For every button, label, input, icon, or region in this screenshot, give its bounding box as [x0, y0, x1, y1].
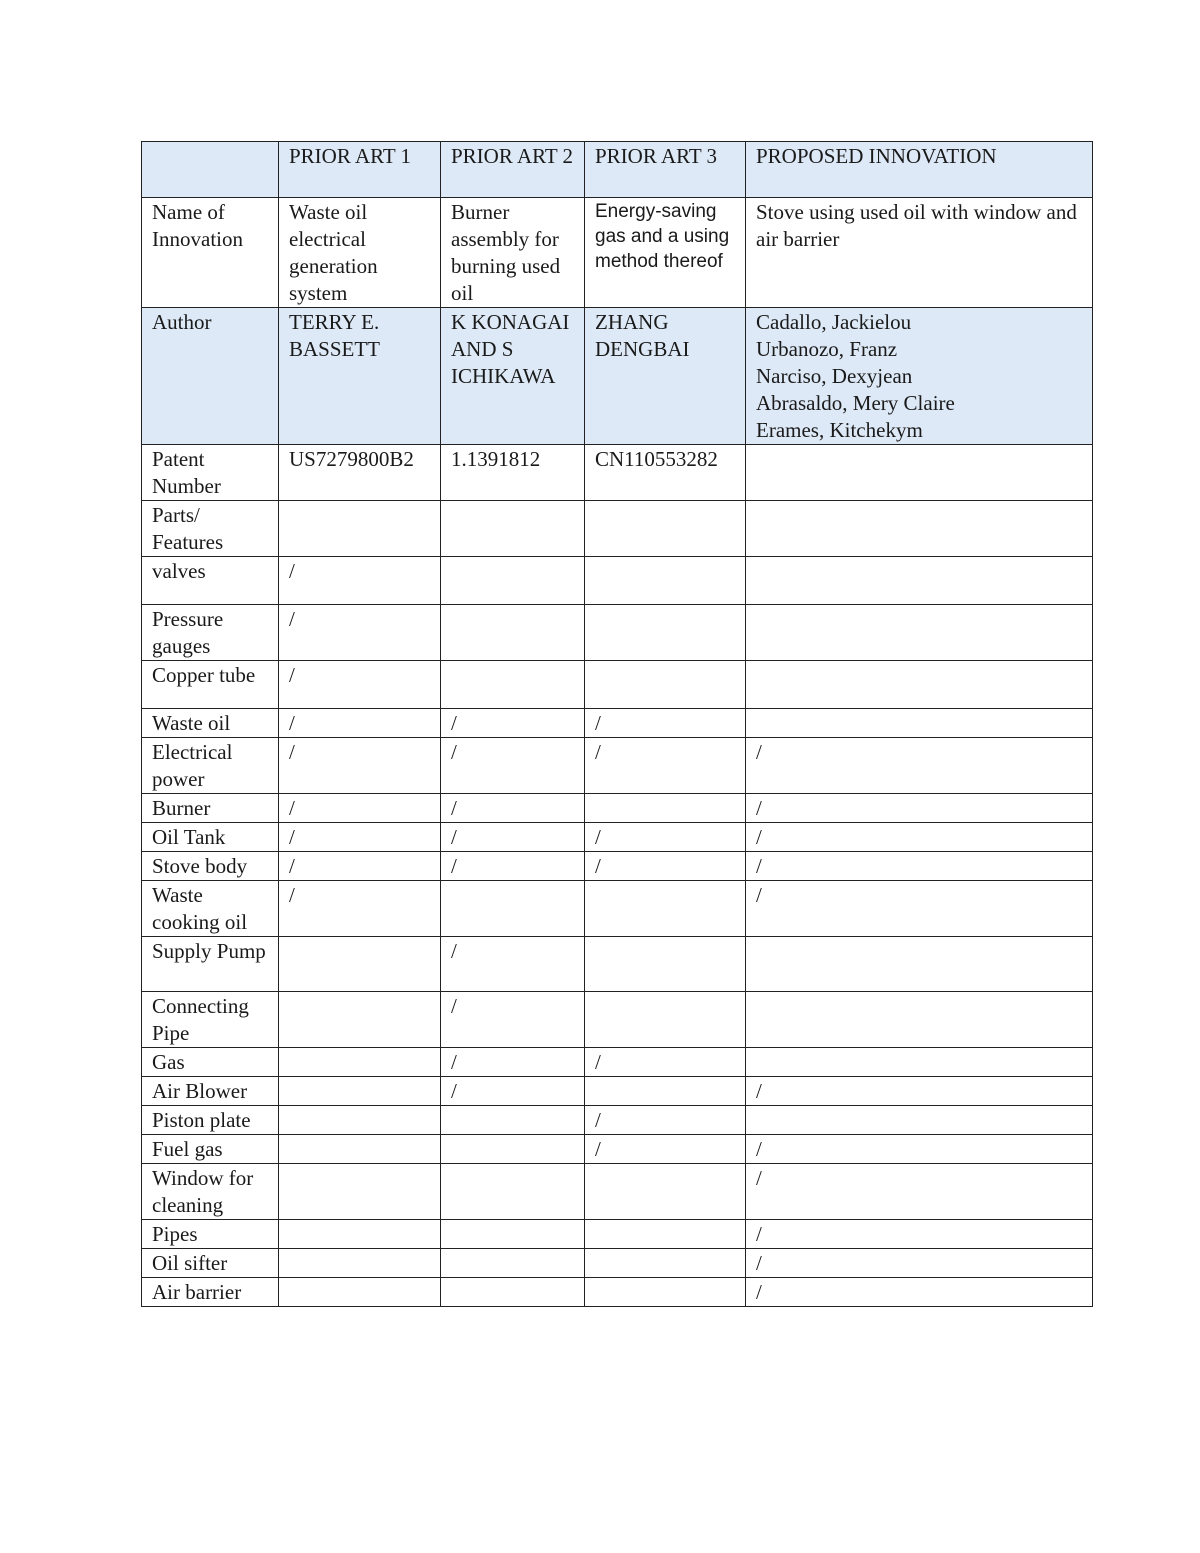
- innovation-name-prior-art-1: Waste oil electrical generation system: [279, 198, 441, 308]
- feature-mark: /: [441, 992, 585, 1048]
- feature-mark: /: [279, 794, 441, 823]
- feature-mark: [746, 1106, 1093, 1135]
- feature-label: Air barrier: [142, 1278, 279, 1307]
- feature-mark: [441, 1249, 585, 1278]
- feature-mark: [585, 881, 746, 937]
- feature-row: [142, 1106, 1093, 1135]
- feature-mark: [746, 661, 1093, 709]
- header-prior-art-3: PRIOR ART 3: [585, 142, 746, 198]
- patent-number-proposed: [746, 445, 1093, 501]
- feature-mark: [441, 1135, 585, 1164]
- feature-label: Window for cleaning: [142, 1164, 279, 1220]
- empty-cell: [441, 501, 585, 557]
- author-name: Erames, Kitchekym: [756, 418, 923, 442]
- row-label: Parts/ Features: [142, 501, 279, 557]
- feature-mark: [279, 1220, 441, 1249]
- feature-mark: [585, 1164, 746, 1220]
- feature-mark: /: [746, 1135, 1093, 1164]
- feature-label: Copper tube: [142, 661, 279, 709]
- empty-cell: [279, 501, 441, 557]
- feature-row: [142, 709, 1093, 738]
- feature-mark: /: [585, 1135, 746, 1164]
- feature-label: Waste oil: [142, 709, 279, 738]
- feature-mark: /: [585, 852, 746, 881]
- author-prior-art-1: TERRY E. BASSETT: [279, 308, 441, 445]
- feature-label: Waste cooking oil: [142, 881, 279, 937]
- feature-mark: [746, 709, 1093, 738]
- feature-label: valves: [142, 557, 279, 605]
- author-name: Cadallo, Jackielou: [756, 310, 912, 334]
- feature-mark: [441, 1106, 585, 1135]
- header-proposed-innovation: PROPOSED INNOVATION: [746, 142, 1093, 198]
- feature-mark: /: [279, 709, 441, 738]
- feature-mark: /: [279, 738, 441, 794]
- feature-row: [142, 1278, 1093, 1307]
- feature-mark: /: [441, 823, 585, 852]
- feature-label: Oil sifter: [142, 1249, 279, 1278]
- feature-mark: /: [585, 738, 746, 794]
- feature-mark: /: [746, 823, 1093, 852]
- feature-label: Oil Tank: [142, 823, 279, 852]
- feature-mark: [279, 1106, 441, 1135]
- author-prior-art-3: ZHANG DENGBAI: [585, 308, 746, 445]
- feature-mark: /: [441, 852, 585, 881]
- feature-mark: [585, 937, 746, 992]
- empty-cell: [746, 501, 1093, 557]
- feature-mark: [441, 1220, 585, 1249]
- feature-row: [142, 1077, 1093, 1106]
- feature-mark: [279, 1164, 441, 1220]
- feature-row: [142, 881, 1093, 937]
- feature-mark: [585, 605, 746, 661]
- name-of-innovation-row: [142, 198, 1093, 308]
- feature-label: Pressure gauges: [142, 605, 279, 661]
- feature-mark: /: [746, 881, 1093, 937]
- feature-mark: /: [746, 1249, 1093, 1278]
- feature-mark: [279, 992, 441, 1048]
- feature-mark: /: [585, 709, 746, 738]
- feature-row: [142, 852, 1093, 881]
- patent-number-prior-art-1: US7279800B2: [279, 445, 441, 501]
- header-prior-art-1: PRIOR ART 1: [279, 142, 441, 198]
- feature-mark: [279, 1077, 441, 1106]
- feature-mark: [441, 557, 585, 605]
- feature-mark: /: [746, 1278, 1093, 1307]
- feature-mark: [746, 557, 1093, 605]
- feature-row: [142, 661, 1093, 709]
- feature-mark: [441, 881, 585, 937]
- author-name: Narciso, Dexyjean: [756, 364, 913, 388]
- feature-mark: /: [746, 1220, 1093, 1249]
- author-prior-art-2: K KONAGAI AND S ICHIKAWA: [441, 308, 585, 445]
- feature-mark: [441, 1164, 585, 1220]
- empty-cell: [585, 501, 746, 557]
- feature-mark: /: [441, 937, 585, 992]
- feature-mark: /: [585, 1106, 746, 1135]
- author-name: Urbanozo, Franz: [756, 337, 898, 361]
- feature-mark: [585, 1220, 746, 1249]
- feature-mark: /: [585, 1048, 746, 1077]
- feature-mark: [279, 1048, 441, 1077]
- feature-mark: /: [746, 738, 1093, 794]
- innovation-name-prior-art-3: Energy-saving gas and a using method thereof: [585, 198, 746, 308]
- innovation-name-prior-art-2: Burner assembly for burning used oil: [441, 198, 585, 308]
- feature-row: [142, 794, 1093, 823]
- feature-row: [142, 738, 1093, 794]
- feature-mark: [279, 1135, 441, 1164]
- feature-mark: /: [441, 794, 585, 823]
- feature-row: [142, 1048, 1093, 1077]
- header-cell-empty: [142, 142, 279, 198]
- patent-number-prior-art-3: CN110553282: [585, 445, 746, 501]
- feature-mark: /: [279, 881, 441, 937]
- feature-row: [142, 937, 1093, 992]
- feature-mark: /: [279, 823, 441, 852]
- feature-row: [142, 1135, 1093, 1164]
- feature-mark: [585, 1278, 746, 1307]
- author-name: Abrasaldo, Mery Claire: [756, 391, 955, 415]
- feature-mark: [585, 1077, 746, 1106]
- feature-row: [142, 1249, 1093, 1278]
- feature-mark: [441, 605, 585, 661]
- feature-mark: [441, 661, 585, 709]
- patent-number-prior-art-2: 1.1391812: [441, 445, 585, 501]
- feature-row: [142, 605, 1093, 661]
- feature-mark: [746, 992, 1093, 1048]
- feature-row: [142, 823, 1093, 852]
- header-row: [142, 142, 1093, 198]
- feature-mark: /: [441, 738, 585, 794]
- feature-mark: [585, 557, 746, 605]
- feature-label: Stove body: [142, 852, 279, 881]
- feature-mark: /: [746, 794, 1093, 823]
- feature-row: [142, 557, 1093, 605]
- prior-art-comparison-table: [141, 141, 1093, 1307]
- feature-mark: [746, 937, 1093, 992]
- feature-label: Piston plate: [142, 1106, 279, 1135]
- feature-mark: /: [441, 709, 585, 738]
- feature-mark: [279, 937, 441, 992]
- feature-mark: [279, 1278, 441, 1307]
- feature-mark: [746, 605, 1093, 661]
- feature-mark: [279, 1249, 441, 1278]
- feature-label: Air Blower: [142, 1077, 279, 1106]
- feature-mark: /: [441, 1048, 585, 1077]
- feature-mark: /: [279, 557, 441, 605]
- feature-mark: [585, 794, 746, 823]
- feature-mark: /: [279, 605, 441, 661]
- header-prior-art-2: PRIOR ART 2: [441, 142, 585, 198]
- feature-mark: [585, 661, 746, 709]
- feature-mark: [746, 1048, 1093, 1077]
- row-label: Author: [142, 308, 279, 445]
- feature-mark: /: [746, 852, 1093, 881]
- authors-proposed: [746, 308, 1093, 445]
- feature-mark: /: [279, 661, 441, 709]
- feature-label: Burner: [142, 794, 279, 823]
- feature-label: Electrical power: [142, 738, 279, 794]
- feature-label: Pipes: [142, 1220, 279, 1249]
- feature-mark: [585, 992, 746, 1048]
- patent-number-row: [142, 445, 1093, 501]
- feature-mark: /: [746, 1164, 1093, 1220]
- feature-mark: /: [746, 1077, 1093, 1106]
- feature-mark: /: [441, 1077, 585, 1106]
- feature-label: Connecting Pipe: [142, 992, 279, 1048]
- feature-mark: /: [279, 852, 441, 881]
- feature-row: [142, 992, 1093, 1048]
- feature-label: Fuel gas: [142, 1135, 279, 1164]
- feature-mark: /: [585, 823, 746, 852]
- feature-label: Supply Pump: [142, 937, 279, 992]
- feature-mark: [585, 1249, 746, 1278]
- feature-row: [142, 1220, 1093, 1249]
- feature-mark: [441, 1278, 585, 1307]
- innovation-name-proposed: Stove using used oil with window and air barrier: [746, 198, 1093, 308]
- feature-label: Gas: [142, 1048, 279, 1077]
- row-label: Name of Innovation: [142, 198, 279, 308]
- feature-row: [142, 1164, 1093, 1220]
- parts-features-row: [142, 501, 1093, 557]
- author-row: [142, 308, 1093, 445]
- row-label: Patent Number: [142, 445, 279, 501]
